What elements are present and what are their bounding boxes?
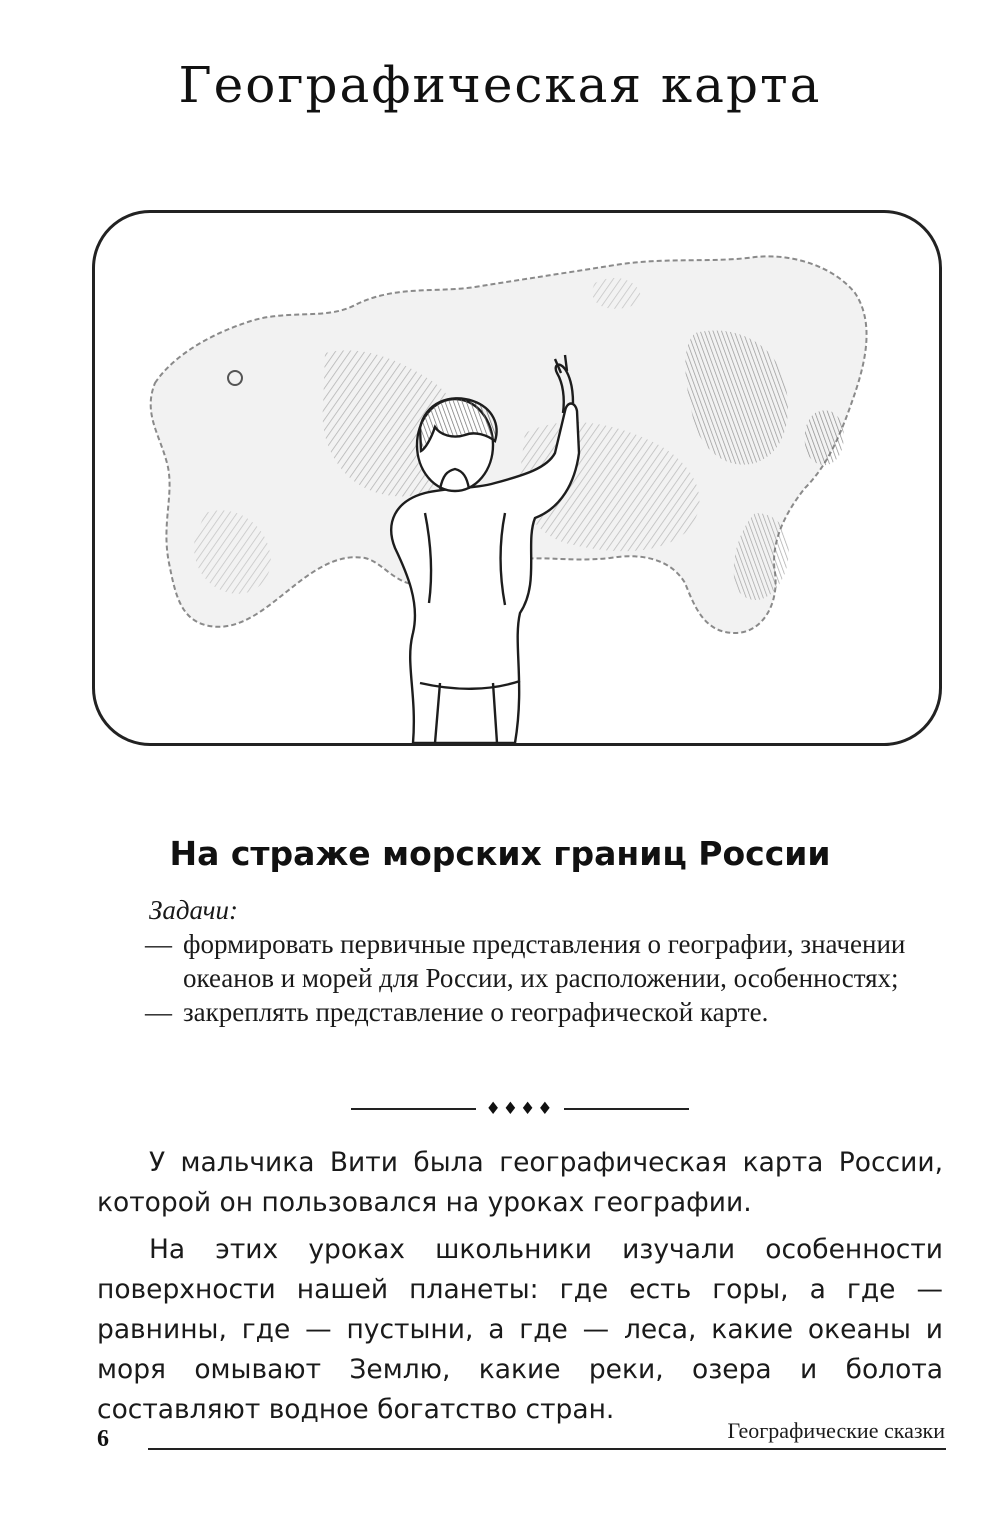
page-number: 6 [97, 1426, 109, 1452]
separator-line-left [351, 1108, 476, 1110]
page-title: Географическая карта [178, 56, 822, 114]
separator-line-right [564, 1108, 689, 1110]
task-dash: — [145, 997, 172, 1027]
illustration-frame [92, 210, 942, 746]
task-item [145, 995, 945, 1029]
task-item [145, 927, 945, 995]
section-heading: На страже морских границ России [169, 834, 831, 873]
diamonds-icon: ♦♦♦♦ [485, 1099, 555, 1119]
task-text: формировать первичные представления о географии, значении океанов и морей для России, их расположении, особенностях; [183, 929, 906, 993]
story-paragraph: На этих уроках школьники изучали особенности поверхности нашей планеты: где есть горы, а где — равнины, где — пустыни, а где — леса, какие океаны и моря омывают Землю, какие реки, озера и болота составляют водное богатство стран. [97, 1234, 943, 1425]
running-footer-title: Географические сказки [727, 1418, 945, 1443]
ornament-separator [338, 1096, 702, 1122]
task-text: закреплять представление о географической карте. [183, 997, 769, 1027]
tasks-label: Задачи: [149, 895, 239, 925]
story-paragraph: У мальчика Вити была географическая карта России, которой он пользовался на уроках географии. [97, 1147, 943, 1218]
story-text [97, 1143, 943, 1437]
map-illustration [95, 213, 939, 743]
tasks-block [145, 893, 945, 1029]
task-dash: — [145, 929, 172, 959]
footer-rule [148, 1448, 946, 1450]
